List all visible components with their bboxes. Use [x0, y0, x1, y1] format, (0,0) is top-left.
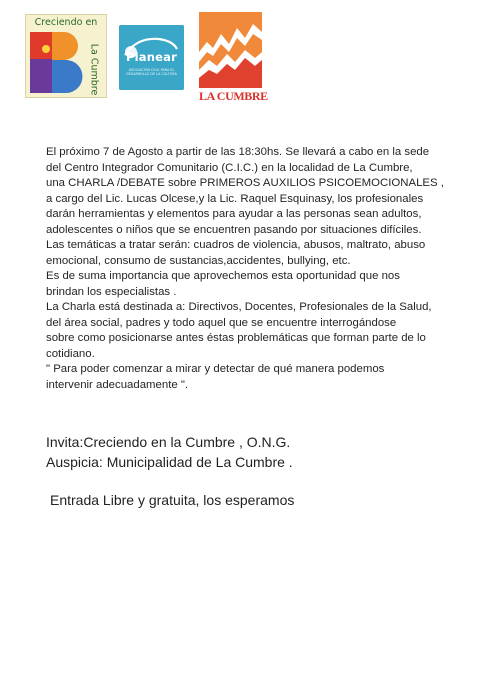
- description-line: sobre como posicionarse antes éstas problemáticas que forman parte de lo: [46, 332, 426, 344]
- description-line: del Centro Integrador Comunitario (C.I.C.) en la localidad de La Cumbre,: [46, 161, 413, 174]
- planear-logo-subtitle: ASOCIACIÓN CIVIL PARA EL DESARROLLO DE LA CULTURA: [126, 68, 177, 76]
- description-line: cotidiano.: [46, 347, 95, 360]
- description-line: darán herramientas y elementos para ayudar a las personas sean adultos,: [46, 208, 422, 220]
- invite-section: [46, 432, 293, 472]
- auspicia-line: Auspicia: Municipalidad de La Cumbre .: [46, 454, 293, 470]
- event-description: [46, 145, 461, 393]
- description-line: una CHARLA /DEBATE sobre PRIMEROS AUXILIOS PSICOEMOCIONALES ,: [46, 177, 444, 189]
- creciendo-logo-text-top: Creciendo en: [34, 17, 98, 28]
- description-line: Las temáticas a tratar serán: cuadros de violencia, abusos, maltrato, abuso: [46, 239, 426, 251]
- creciendo-logo-text-side: La Cumbre: [88, 43, 100, 96]
- la-cumbre-logo: [199, 12, 268, 104]
- planear-logo: [119, 25, 184, 90]
- description-line: a cargo del Lic. Lucas Olcese,y la Lic. Raquel Esquinasy, los profesionales: [46, 192, 424, 205]
- description-line: del área social, padres y todo aquel que se encuentre interrogándose: [46, 316, 397, 329]
- description-line: El próximo 7 de Agosto a partir de las 18:30hs. Se llevará a cabo en la sede: [46, 146, 430, 158]
- description-line: brindan los especialistas .: [46, 285, 177, 298]
- la-cumbre-logo-text: LA CUMBRE: [199, 89, 268, 103]
- creciendo-en-la-cumbre-logo: [25, 14, 107, 98]
- la-cumbre-logo-graphic: [199, 12, 262, 90]
- description-line: adolescentes o niños que se encuentren pasando por situaciones difíciles.: [46, 223, 422, 236]
- invita-line: Invita:Creciendo en la Cumbre , O.N.G.: [46, 434, 291, 450]
- description-line: emocional, consumo de sustancias,accidentes, bullying, etc.: [46, 254, 351, 267]
- description-line: Es de suma importancia que aprovechemos esta oportunidad que nos: [46, 270, 400, 282]
- description-line: La Charla está destinada a: Directivos, Docentes, Profesionales de la Salud,: [46, 301, 432, 313]
- entrada-libre-text: Entrada Libre y gratuita, los esperamos: [50, 492, 295, 508]
- description-line: " Para poder comenzar a mirar y detectar de qué manera podemos: [46, 363, 385, 375]
- planear-logo-word: Planear: [126, 50, 177, 64]
- description-line: intervenir adecuadamente ".: [46, 378, 189, 391]
